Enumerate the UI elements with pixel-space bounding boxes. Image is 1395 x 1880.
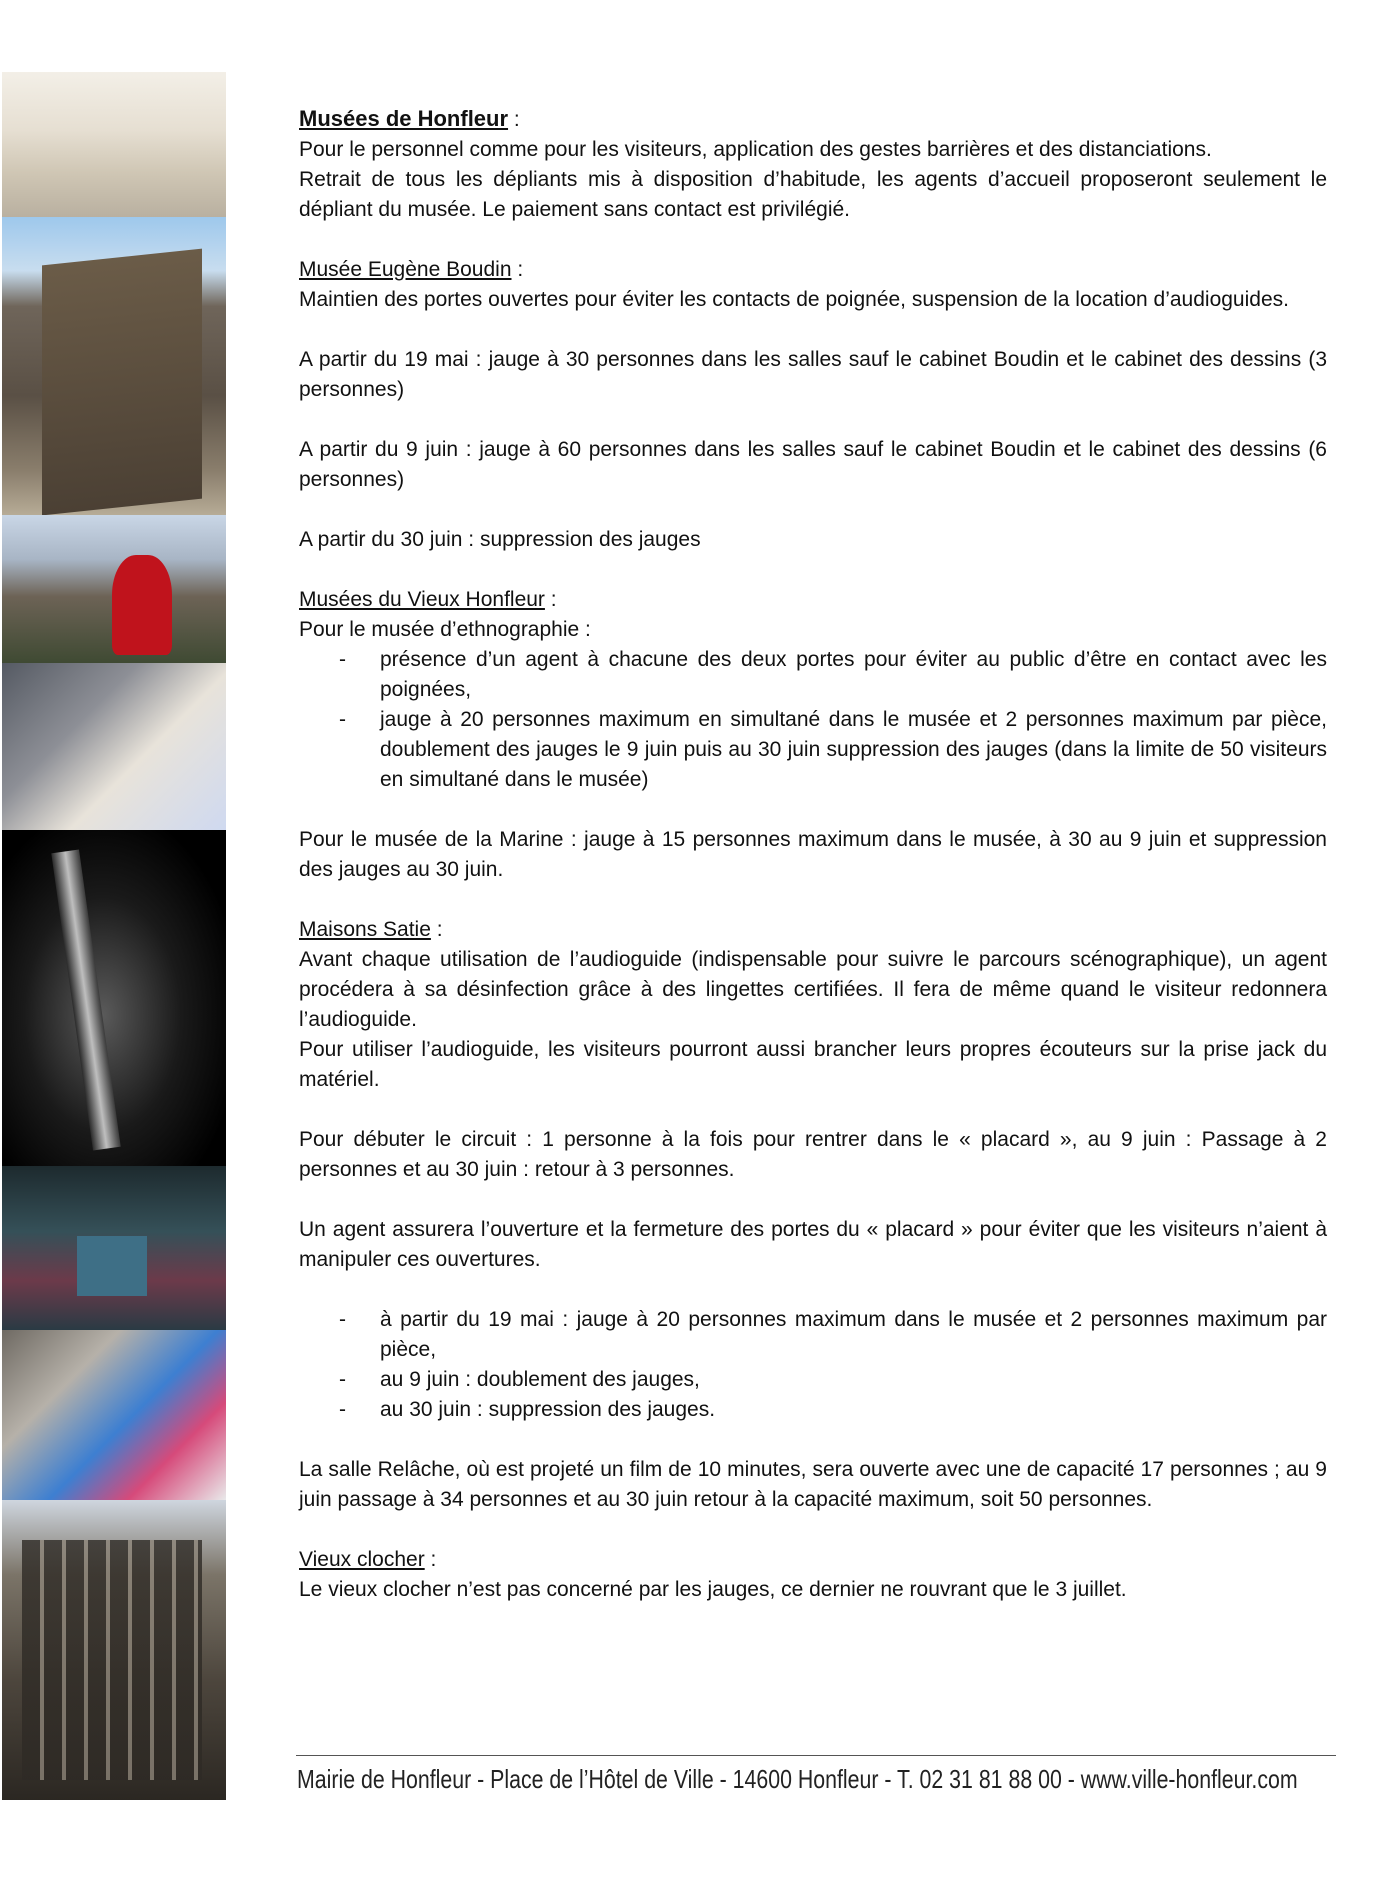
clocher-heading: Vieux clocher : (299, 1548, 437, 1571)
vieux-honfleur-heading: Musées du Vieux Honfleur : (299, 588, 557, 611)
satie-p2: Pour utiliser l’audioguide, les visiteurs pourront aussi brancher leurs propres écouteurs sur la prise jack du matériel. (299, 1038, 1327, 1091)
photo-museum-interior (2, 72, 226, 217)
list-item: - jauge à 20 personnes maximum en simultané dans le musée et 2 personnes maximum par pièce, doublement des jauges le 9 juin puis au 30 juin suppression des jauges (dans la limite de 50 visiteurs en simultané dans le musée) (299, 705, 1327, 795)
satie-p3: Pour débuter le circuit : 1 personne à la fois pour rentrer dans le « placard », au 9 juin : Passage à 2 personnes et au 30 juin : retour à 3 personnes. (299, 1128, 1327, 1181)
clocher-text: Le vieux clocher n’est pas concerné par les jauges, ce dernier ne rouvrant que le 3 juillet. (299, 1578, 1127, 1601)
photo-street-painting (2, 663, 226, 830)
photo-red-sculpture (2, 515, 226, 663)
section-title-boudin: Musée Eugène Boudin (299, 258, 512, 281)
document-body (299, 104, 1327, 1605)
boudin-p1: A partir du 19 mai : jauge à 30 personnes dans les salles sauf le cabinet Boudin et le cabinet des dessins (3 personnes) (299, 348, 1327, 401)
page-title: Musées de Honfleur (299, 106, 509, 131)
satie-p4: Un agent assurera l’ouverture et la fermeture des portes du « placard » pour éviter que les visiteurs n’aient à manipuler ces ouvertures. (299, 1218, 1327, 1271)
footer-divider (296, 1755, 1336, 1756)
boudin-p3: A partir du 30 juin : suppression des jauges (299, 528, 701, 551)
photo-old-street (2, 1500, 226, 1800)
intro-heading: Musées de Honfleur : (299, 106, 520, 131)
photo-graffiti (2, 1330, 226, 1500)
boudin-text: Maintien des portes ouvertes pour éviter les contacts de poignée, suspension de la location d’audioguides. (299, 288, 1289, 311)
list-item: - à partir du 19 mai : jauge à 20 personnes maximum dans le musée et 2 personnes maximum par pièce, (299, 1305, 1327, 1365)
footer-address: Mairie de Honfleur - Place de l’Hôtel de Ville - 14600 Honfleur - T. 02 31 81 88 00 - www.ville-honfleur.com (297, 1764, 1298, 1794)
boudin-p2: A partir du 9 juin : jauge à 60 personnes dans les salles sauf le cabinet Boudin et le cabinet des dessins (6 personnes) (299, 438, 1327, 491)
ethnographie-subtitle: Pour le musée d’ethnographie : (299, 618, 591, 641)
section-title-satie: Maisons Satie (299, 918, 431, 941)
intro-line-2: Retrait de tous les dépliants mis à disposition d’habitude, les agents d’accueil proposeront seulement le dépliant du musée. Le paiement sans contact est privilégié. (299, 168, 1327, 221)
photo-strip (2, 72, 226, 1800)
intro-line-1: Pour le personnel comme pour les visiteurs, application des gestes barrières et des distanciations. (299, 138, 1212, 161)
section-title-clocher: Vieux clocher (299, 1548, 425, 1571)
section-title-vieux-honfleur: Musées du Vieux Honfleur (299, 588, 545, 611)
photo-half-timbered-house (2, 217, 226, 515)
satie-list (299, 1305, 1327, 1425)
ethnographie-list (299, 645, 1327, 795)
marine-text: Pour le musée de la Marine : jauge à 15 personnes maximum dans le musée, à 30 au 9 juin et suppression des jauges au 30 juin. (299, 828, 1327, 881)
satie-heading: Maisons Satie : (299, 918, 443, 941)
list-item: - au 30 juin : suppression des jauges. (299, 1395, 1327, 1425)
photo-museum-display (2, 1166, 226, 1330)
boudin-heading: Musée Eugène Boudin : (299, 258, 524, 281)
list-item: - au 9 juin : doublement des jauges, (299, 1365, 1327, 1395)
satie-p1: Avant chaque utilisation de l’audioguide (indispensable pour suivre le parcours scénographique), un agent procédera à sa désinfection grâce à des lingettes certifiées. Il fera de même quand le visiteur redonnera l’audioguide. (299, 948, 1327, 1031)
photo-clarinet (2, 830, 226, 1166)
satie-p5: La salle Relâche, où est projeté un film de 10 minutes, sera ouverte avec une de capacité 17 personnes ; au 9 juin passage à 34 personnes et au 30 juin retour à la capacité maximum, soit 50 personnes. (299, 1458, 1327, 1511)
list-item: - présence d’un agent à chacune des deux portes pour éviter au public d’être en contact avec les poignées, (299, 645, 1327, 705)
